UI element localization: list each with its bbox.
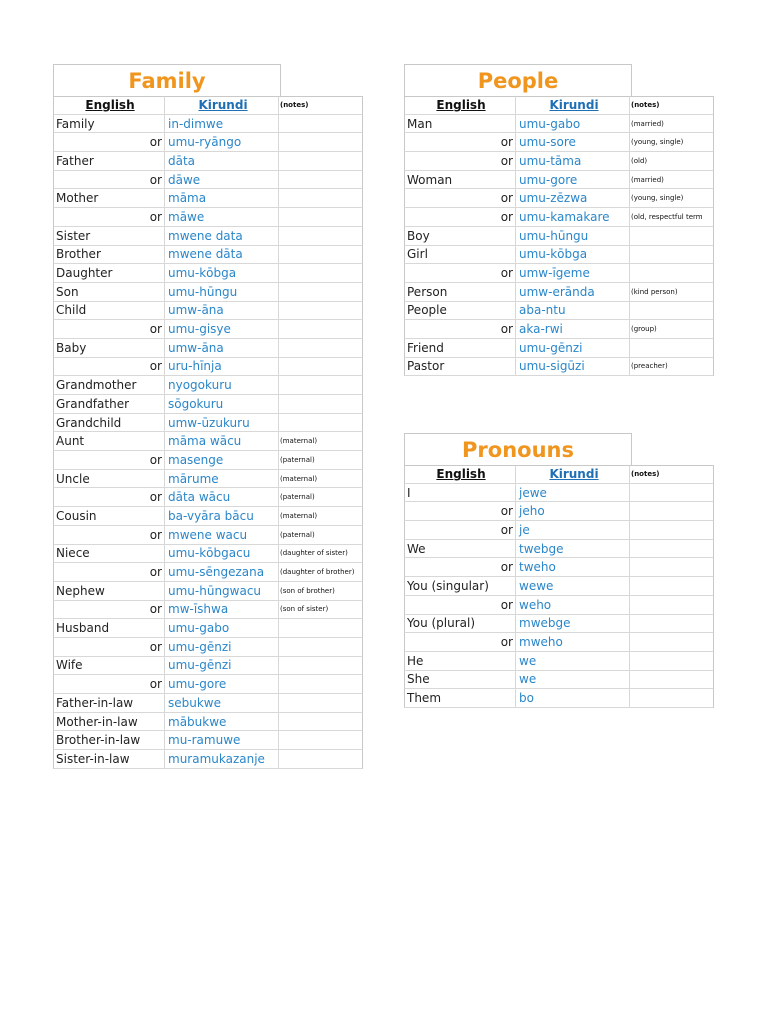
english-cell: or bbox=[53, 320, 165, 339]
kirundi-column-header: Kirundi bbox=[165, 96, 279, 115]
kirundi-cell: masenge bbox=[165, 451, 279, 470]
notes-cell bbox=[279, 246, 363, 265]
table-row bbox=[53, 675, 363, 694]
english-column-header: English bbox=[404, 465, 516, 484]
english-cell: You (plural) bbox=[404, 615, 516, 634]
table-row bbox=[53, 451, 363, 470]
table-row bbox=[404, 264, 714, 283]
table-row bbox=[404, 152, 714, 171]
table-row bbox=[53, 414, 363, 433]
english-cell: Grandfather bbox=[53, 395, 165, 414]
table-row bbox=[53, 488, 363, 507]
english-cell: You (singular) bbox=[404, 577, 516, 596]
kirundi-cell: dāwe bbox=[165, 171, 279, 190]
kirundi-cell: umu-kōbga bbox=[165, 264, 279, 283]
notes-cell: (paternal) bbox=[279, 526, 363, 545]
english-cell: People bbox=[404, 302, 516, 321]
notes-cell bbox=[279, 376, 363, 395]
notes-column-header: (notes) bbox=[279, 96, 363, 115]
kirundi-cell: we bbox=[516, 652, 630, 671]
kirundi-cell: mu-ramuwe bbox=[165, 731, 279, 750]
family-table bbox=[53, 64, 363, 769]
notes-cell: (daughter of sister) bbox=[279, 545, 363, 564]
people-table bbox=[404, 64, 714, 376]
notes-cell bbox=[630, 577, 714, 596]
table-row bbox=[53, 395, 363, 414]
notes-cell bbox=[279, 414, 363, 433]
kirundi-cell: dāta bbox=[165, 152, 279, 171]
notes-cell bbox=[630, 339, 714, 358]
kirundi-cell: ba-vyāra bācu bbox=[165, 507, 279, 526]
kirundi-cell: sōgokuru bbox=[165, 395, 279, 414]
table-row bbox=[404, 189, 714, 208]
table-row bbox=[404, 540, 714, 559]
notes-cell bbox=[279, 320, 363, 339]
english-cell: Sister bbox=[53, 227, 165, 246]
english-cell: We bbox=[404, 540, 516, 559]
english-cell: I bbox=[404, 484, 516, 503]
pronouns-table bbox=[404, 433, 714, 708]
pronouns-rows bbox=[404, 484, 714, 708]
notes-cell bbox=[279, 657, 363, 676]
notes-cell bbox=[279, 750, 363, 769]
english-cell: Baby bbox=[53, 339, 165, 358]
english-cell: She bbox=[404, 671, 516, 690]
table-row bbox=[53, 507, 363, 526]
english-cell: Brother-in-law bbox=[53, 731, 165, 750]
english-cell: Woman bbox=[404, 171, 516, 190]
notes-cell: (maternal) bbox=[279, 432, 363, 451]
english-cell: or bbox=[53, 171, 165, 190]
kirundi-cell: uru-hīnja bbox=[165, 358, 279, 377]
kirundi-cell: umu-gēnzi bbox=[165, 638, 279, 657]
table-row bbox=[404, 208, 714, 227]
table-row bbox=[404, 171, 714, 190]
notes-cell: (young, single) bbox=[630, 133, 714, 152]
kirundi-cell: aka-rwi bbox=[516, 320, 630, 339]
kirundi-cell: dāta wācu bbox=[165, 488, 279, 507]
kirundi-cell: umu-kamakare bbox=[516, 208, 630, 227]
table-row bbox=[404, 577, 714, 596]
english-cell: or bbox=[404, 596, 516, 615]
table-row bbox=[404, 302, 714, 321]
table-row bbox=[53, 133, 363, 152]
table-row bbox=[404, 115, 714, 134]
table-row bbox=[404, 484, 714, 503]
notes-cell: (maternal) bbox=[279, 507, 363, 526]
table-row bbox=[53, 750, 363, 769]
table-row bbox=[53, 582, 363, 601]
kirundi-cell: umw-ūzukuru bbox=[165, 414, 279, 433]
kirundi-cell: bo bbox=[516, 689, 630, 708]
english-cell: or bbox=[53, 601, 165, 620]
kirundi-column-header: Kirundi bbox=[516, 96, 630, 115]
english-cell: Nephew bbox=[53, 582, 165, 601]
table-row bbox=[404, 633, 714, 652]
table-row bbox=[53, 694, 363, 713]
table-row bbox=[53, 302, 363, 321]
notes-cell bbox=[630, 558, 714, 577]
english-cell: or bbox=[53, 675, 165, 694]
notes-cell bbox=[630, 521, 714, 540]
kirundi-cell: wewe bbox=[516, 577, 630, 596]
notes-cell bbox=[630, 689, 714, 708]
kirundi-cell: umu-gabo bbox=[516, 115, 630, 134]
english-cell: or bbox=[404, 264, 516, 283]
table-row bbox=[53, 432, 363, 451]
kirundi-cell: mwene wacu bbox=[165, 526, 279, 545]
kirundi-cell: mwene dāta bbox=[165, 246, 279, 265]
table-row bbox=[53, 526, 363, 545]
table-row bbox=[53, 171, 363, 190]
kirundi-cell: mwebge bbox=[516, 615, 630, 634]
notes-cell: (daughter of brother) bbox=[279, 563, 363, 582]
notes-cell bbox=[630, 671, 714, 690]
english-cell: Mother bbox=[53, 189, 165, 208]
family-rows bbox=[53, 115, 363, 769]
table-row bbox=[53, 320, 363, 339]
english-cell: or bbox=[404, 521, 516, 540]
kirundi-cell: umw-āna bbox=[165, 339, 279, 358]
notes-cell: (son of sister) bbox=[279, 601, 363, 620]
english-column-header: English bbox=[404, 96, 516, 115]
notes-cell bbox=[279, 713, 363, 732]
kirundi-cell: māma wācu bbox=[165, 432, 279, 451]
english-cell: Wife bbox=[53, 657, 165, 676]
kirundi-cell: umu-gore bbox=[516, 171, 630, 190]
kirundi-cell: umu-kōbga bbox=[516, 246, 630, 265]
kirundi-cell: umu-hūngwacu bbox=[165, 582, 279, 601]
english-cell: Them bbox=[404, 689, 516, 708]
english-cell: Aunt bbox=[53, 432, 165, 451]
english-cell: or bbox=[53, 563, 165, 582]
english-cell: Grandchild bbox=[53, 414, 165, 433]
table-row bbox=[53, 152, 363, 171]
kirundi-cell: mābukwe bbox=[165, 713, 279, 732]
english-cell: or bbox=[404, 633, 516, 652]
kirundi-cell: umu-sigūzi bbox=[516, 358, 630, 377]
english-cell: or bbox=[53, 488, 165, 507]
english-cell: or bbox=[404, 133, 516, 152]
table-row bbox=[53, 638, 363, 657]
notes-cell: (paternal) bbox=[279, 451, 363, 470]
english-cell: or bbox=[53, 358, 165, 377]
notes-cell: (preacher) bbox=[630, 358, 714, 377]
kirundi-cell: je bbox=[516, 521, 630, 540]
notes-cell: (paternal) bbox=[279, 488, 363, 507]
table-row bbox=[404, 652, 714, 671]
table-row bbox=[53, 619, 363, 638]
notes-cell bbox=[279, 208, 363, 227]
table-row bbox=[53, 563, 363, 582]
kirundi-column-header: Kirundi bbox=[516, 465, 630, 484]
kirundi-cell: umu-gēnzi bbox=[516, 339, 630, 358]
kirundi-cell: tweho bbox=[516, 558, 630, 577]
english-cell: Family bbox=[53, 115, 165, 134]
kirundi-cell: umu-sore bbox=[516, 133, 630, 152]
table-row bbox=[53, 657, 363, 676]
notes-cell bbox=[279, 619, 363, 638]
table-row bbox=[404, 596, 714, 615]
kirundi-cell: umu-ryāngo bbox=[165, 133, 279, 152]
english-cell: or bbox=[53, 208, 165, 227]
kirundi-cell: umw-erānda bbox=[516, 283, 630, 302]
kirundi-cell: mw-īshwa bbox=[165, 601, 279, 620]
notes-cell bbox=[630, 615, 714, 634]
table-row bbox=[404, 320, 714, 339]
english-cell: Cousin bbox=[53, 507, 165, 526]
kirundi-cell: jewe bbox=[516, 484, 630, 503]
kirundi-cell: māwe bbox=[165, 208, 279, 227]
english-cell: or bbox=[404, 152, 516, 171]
table-row bbox=[53, 115, 363, 134]
table-row bbox=[404, 283, 714, 302]
notes-cell: (old) bbox=[630, 152, 714, 171]
table-row bbox=[404, 339, 714, 358]
kirundi-cell: mārume bbox=[165, 470, 279, 489]
kirundi-cell: umw-īgeme bbox=[516, 264, 630, 283]
kirundi-cell: umu-kōbgacu bbox=[165, 545, 279, 564]
notes-cell bbox=[630, 540, 714, 559]
kirundi-cell: weho bbox=[516, 596, 630, 615]
notes-cell bbox=[630, 596, 714, 615]
notes-cell bbox=[630, 246, 714, 265]
table-row bbox=[404, 615, 714, 634]
notes-column-header: (notes) bbox=[630, 96, 714, 115]
kirundi-cell: umw-āna bbox=[165, 302, 279, 321]
table-row bbox=[53, 208, 363, 227]
table-row bbox=[53, 731, 363, 750]
table-row bbox=[53, 601, 363, 620]
table-row bbox=[404, 558, 714, 577]
table-row bbox=[53, 264, 363, 283]
notes-cell: (son of brother) bbox=[279, 582, 363, 601]
table-row bbox=[404, 521, 714, 540]
english-cell: or bbox=[53, 451, 165, 470]
notes-cell bbox=[279, 358, 363, 377]
people-title: People bbox=[404, 64, 632, 96]
english-cell: Father bbox=[53, 152, 165, 171]
notes-cell bbox=[630, 633, 714, 652]
english-cell: Son bbox=[53, 283, 165, 302]
kirundi-cell: twebge bbox=[516, 540, 630, 559]
pronouns-title: Pronouns bbox=[404, 433, 632, 465]
english-cell: Person bbox=[404, 283, 516, 302]
notes-cell bbox=[279, 115, 363, 134]
kirundi-cell: umu-zēzwa bbox=[516, 189, 630, 208]
people-rows bbox=[404, 115, 714, 377]
kirundi-cell: muramukazanje bbox=[165, 750, 279, 769]
notes-cell bbox=[630, 484, 714, 503]
table-row bbox=[404, 246, 714, 265]
notes-cell bbox=[279, 731, 363, 750]
english-cell: Uncle bbox=[53, 470, 165, 489]
english-cell: or bbox=[404, 189, 516, 208]
kirundi-cell: in-dimwe bbox=[165, 115, 279, 134]
english-cell: Girl bbox=[404, 246, 516, 265]
table-row bbox=[53, 189, 363, 208]
kirundi-cell: aba-ntu bbox=[516, 302, 630, 321]
table-row bbox=[53, 470, 363, 489]
kirundi-cell: umu-hūngu bbox=[165, 283, 279, 302]
english-cell: Boy bbox=[404, 227, 516, 246]
kirundi-cell: umu-tāma bbox=[516, 152, 630, 171]
notes-cell bbox=[279, 227, 363, 246]
pronouns-header-row bbox=[404, 465, 714, 484]
notes-column-header: (notes) bbox=[630, 465, 714, 484]
notes-cell bbox=[630, 302, 714, 321]
english-cell: Pastor bbox=[404, 358, 516, 377]
table-row bbox=[404, 133, 714, 152]
table-row bbox=[53, 358, 363, 377]
english-cell: Father-in-law bbox=[53, 694, 165, 713]
english-cell: Friend bbox=[404, 339, 516, 358]
table-row bbox=[53, 376, 363, 395]
table-row bbox=[404, 358, 714, 377]
notes-cell bbox=[630, 652, 714, 671]
notes-cell bbox=[279, 189, 363, 208]
notes-cell: (married) bbox=[630, 115, 714, 134]
kirundi-cell: nyogokuru bbox=[165, 376, 279, 395]
table-row bbox=[53, 545, 363, 564]
english-cell: Daughter bbox=[53, 264, 165, 283]
english-cell: Niece bbox=[53, 545, 165, 564]
table-row bbox=[53, 339, 363, 358]
kirundi-cell: māma bbox=[165, 189, 279, 208]
english-cell: Husband bbox=[53, 619, 165, 638]
family-header-row bbox=[53, 96, 363, 115]
kirundi-cell: mwene data bbox=[165, 227, 279, 246]
english-cell: Grandmother bbox=[53, 376, 165, 395]
notes-cell bbox=[630, 502, 714, 521]
english-cell: or bbox=[404, 558, 516, 577]
kirundi-cell: umu-sēngezana bbox=[165, 563, 279, 582]
table-row bbox=[53, 246, 363, 265]
family-title: Family bbox=[53, 64, 281, 96]
table-row bbox=[53, 713, 363, 732]
english-cell: He bbox=[404, 652, 516, 671]
english-cell: Mother-in-law bbox=[53, 713, 165, 732]
english-cell: or bbox=[404, 502, 516, 521]
kirundi-cell: jeho bbox=[516, 502, 630, 521]
notes-cell bbox=[279, 264, 363, 283]
table-row bbox=[53, 283, 363, 302]
english-cell: Sister-in-law bbox=[53, 750, 165, 769]
notes-cell: (group) bbox=[630, 320, 714, 339]
table-row bbox=[404, 227, 714, 246]
english-cell: or bbox=[404, 208, 516, 227]
english-cell: or bbox=[53, 638, 165, 657]
notes-cell: (young, single) bbox=[630, 189, 714, 208]
kirundi-cell: umu-gēnzi bbox=[165, 657, 279, 676]
table-row bbox=[404, 671, 714, 690]
notes-cell bbox=[279, 171, 363, 190]
english-cell: or bbox=[53, 133, 165, 152]
notes-cell bbox=[279, 675, 363, 694]
english-cell: or bbox=[53, 526, 165, 545]
notes-cell bbox=[279, 302, 363, 321]
english-cell: Brother bbox=[53, 246, 165, 265]
notes-cell bbox=[279, 152, 363, 171]
table-row bbox=[404, 689, 714, 708]
notes-cell bbox=[279, 339, 363, 358]
notes-cell: (old, respectful term bbox=[630, 208, 714, 227]
kirundi-cell: sebukwe bbox=[165, 694, 279, 713]
kirundi-cell: umu-hūngu bbox=[516, 227, 630, 246]
kirundi-cell: umu-gisye bbox=[165, 320, 279, 339]
notes-cell bbox=[279, 133, 363, 152]
notes-cell bbox=[630, 227, 714, 246]
notes-cell: (married) bbox=[630, 171, 714, 190]
table-row bbox=[53, 227, 363, 246]
notes-cell bbox=[279, 694, 363, 713]
kirundi-cell: umu-gabo bbox=[165, 619, 279, 638]
notes-cell bbox=[279, 283, 363, 302]
english-cell: Man bbox=[404, 115, 516, 134]
notes-cell: (maternal) bbox=[279, 470, 363, 489]
notes-cell: (kind person) bbox=[630, 283, 714, 302]
table-row bbox=[404, 502, 714, 521]
kirundi-cell: mweho bbox=[516, 633, 630, 652]
notes-cell bbox=[630, 264, 714, 283]
kirundi-cell: we bbox=[516, 671, 630, 690]
people-header-row bbox=[404, 96, 714, 115]
notes-cell bbox=[279, 638, 363, 657]
english-cell: or bbox=[404, 320, 516, 339]
kirundi-cell: umu-gore bbox=[165, 675, 279, 694]
english-column-header: English bbox=[53, 96, 165, 115]
english-cell: Child bbox=[53, 302, 165, 321]
notes-cell bbox=[279, 395, 363, 414]
